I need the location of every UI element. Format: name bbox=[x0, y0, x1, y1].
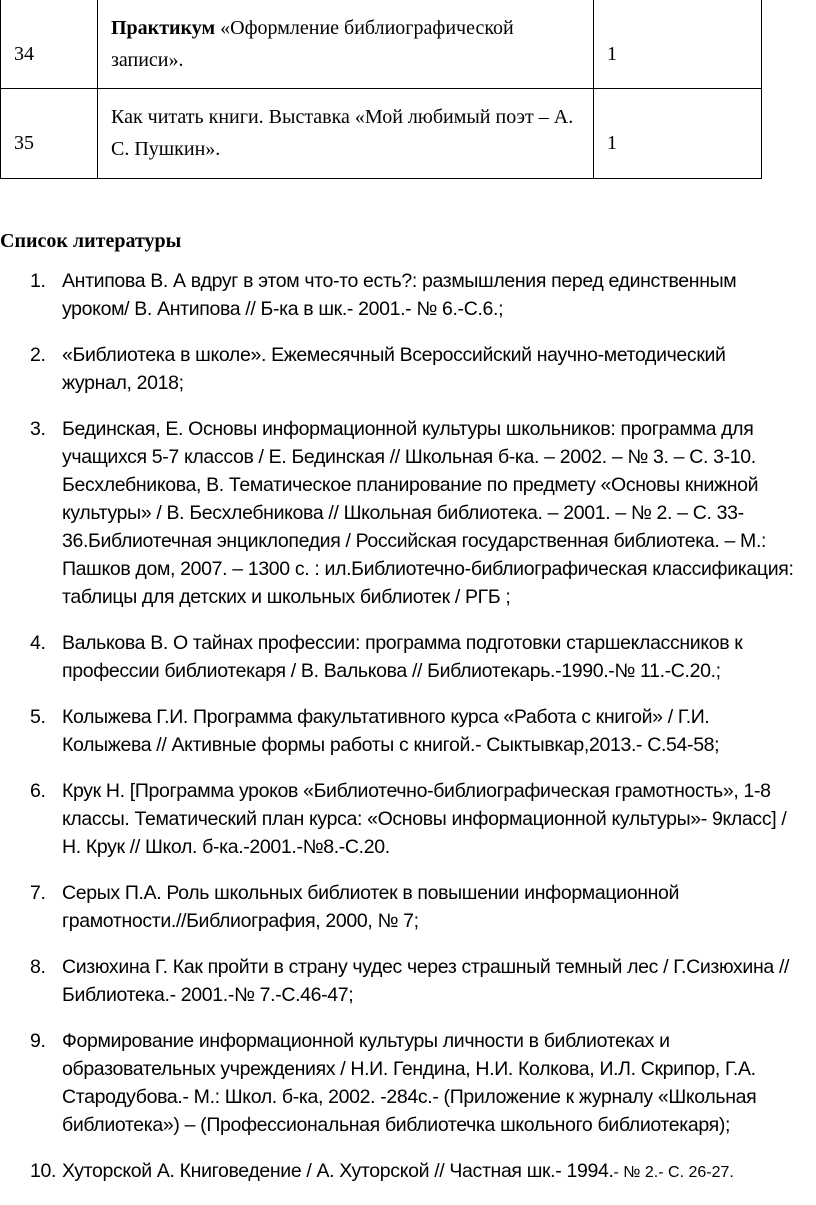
lesson-title-cell bbox=[98, 88, 594, 178]
list-item-text: Сизюхина Г. Как пройти в страну чудес через страшный темный лес / Г.Сизюхина // Библиотека.- 2001.-№ 7.-С.46-47; bbox=[62, 956, 790, 1006]
list-item-number: 9. bbox=[30, 1030, 46, 1052]
list-item-number: 1. bbox=[30, 270, 46, 292]
lesson-title-lead: Практикум bbox=[111, 16, 216, 39]
list-item bbox=[0, 777, 800, 861]
lesson-number-cell bbox=[1, 88, 98, 178]
list-item-text bbox=[62, 1157, 800, 1187]
list-item bbox=[0, 703, 800, 759]
list-item-text: Колыжева Г.И. Программа факультативного курса «Работа с книгой» / Г.И. Колыжева // Активные формы работы с книгой.- Сыктывкар,2013.- С.54-58; bbox=[62, 706, 720, 756]
list-item bbox=[0, 1157, 800, 1187]
list-item-text-main: Хуторской А. Книговедение / А. Хуторской // Частная шк.- 1994. bbox=[62, 1160, 614, 1182]
list-item bbox=[0, 879, 800, 935]
list-item-number: 10. bbox=[30, 1160, 57, 1182]
lesson-number: 34 bbox=[14, 42, 34, 65]
lesson-number: 35 bbox=[14, 132, 34, 154]
list-item-text: Формирование информационной культуры личности в библиотеках и образовательных учреждениях / Н.И. Гендина, Н.И. Колкова, И.Л. Скрипор, Г.А. Стародубова.- М.: Школ. б-ка, 2002. -284с.- (Приложение к журналу «Школьная библиотека») – (Профессиональная библиотечка школьного библиотекаря); bbox=[62, 1030, 757, 1136]
list-item-text-tail: - № 2.- С. 26-27. bbox=[613, 1164, 734, 1181]
lesson-title-cell bbox=[98, 0, 594, 88]
list-item bbox=[0, 267, 800, 323]
list-item bbox=[0, 341, 800, 397]
list-item-text: Бединская, Е. Основы информационной культуры школьников: программа для учащихся 5-7 классов / Е. Бединская // Школьная б-ка. – 2002. – № 3. – С. 3-10. Бесхлебникова, В. Тематическое планирование по предмету «Основы книжной культуры» / В. Бесхлебникова // Школьная библиотека. – 2001. – № 2. – С. 33-36.Библиотечная энциклопедия / Российская государственная библиотека. – М.: Пашков дом, 2007. – 1300 с. : ил.Библиотечно-библиографическая классификация: таблицы для детских и школьных библиотек / РГБ ; bbox=[62, 418, 794, 608]
list-item-text: Серых П.А. Роль школьных библиотек в повышении информационной грамотности.//Библиография, 2000, № 7; bbox=[62, 882, 680, 932]
list-item-number: 8. bbox=[30, 956, 46, 978]
list-item-text: «Библиотека в школе». Ежемесячный Всероссийский научно-методический журнал, 2018; bbox=[62, 344, 726, 394]
lesson-hours-cell bbox=[594, 88, 762, 178]
list-item-number: 6. bbox=[30, 780, 46, 802]
list-item-text: Валькова В. О тайнах профессии: программа подготовки старшеклассников к профессии библиотекаря / В. Валькова // Библиотекарь.-1990.-№ 11.-С.20.; bbox=[62, 632, 743, 682]
list-item bbox=[0, 1027, 800, 1139]
table-row bbox=[1, 0, 762, 88]
lesson-title: «Оформление библиографической записи». bbox=[111, 16, 514, 71]
list-item-number: 7. bbox=[30, 882, 46, 904]
list-item-number: 3. bbox=[30, 418, 46, 440]
literature-list bbox=[0, 267, 800, 1205]
list-item-text: Крук Н. [Программа уроков «Библиотечно-библиографическая грамотность», 1-8 классы. Тематический план курса: «Основы информационной культуры»- 9класс] / Н. Крук // Школ. б-ка.-2001.-№8.-С.20. bbox=[62, 780, 787, 858]
literature-heading: Список литературы bbox=[0, 230, 182, 252]
lesson-hours: 1 bbox=[607, 132, 617, 154]
list-item bbox=[0, 953, 800, 1009]
lesson-hours: 1 bbox=[607, 42, 617, 65]
list-item-text: Антипова В. А вдруг в этом что-то есть?: размышления перед единственным уроком/ В. Антипова // Б-ка в шк.- 2001.- № 6.-С.6.; bbox=[62, 270, 737, 320]
list-item-number: 4. bbox=[30, 632, 46, 654]
list-item-number: 2. bbox=[30, 344, 46, 366]
lesson-plan-table bbox=[0, 0, 762, 179]
list-item bbox=[0, 629, 800, 685]
list-item-number: 5. bbox=[30, 706, 46, 728]
lesson-title: Как читать книги. Выставка «Мой любимый поэт – А. С. Пушкин». bbox=[111, 106, 574, 160]
lesson-number-cell bbox=[1, 0, 98, 88]
table-row bbox=[1, 88, 762, 178]
list-item bbox=[0, 415, 800, 611]
lesson-hours-cell bbox=[594, 0, 762, 88]
